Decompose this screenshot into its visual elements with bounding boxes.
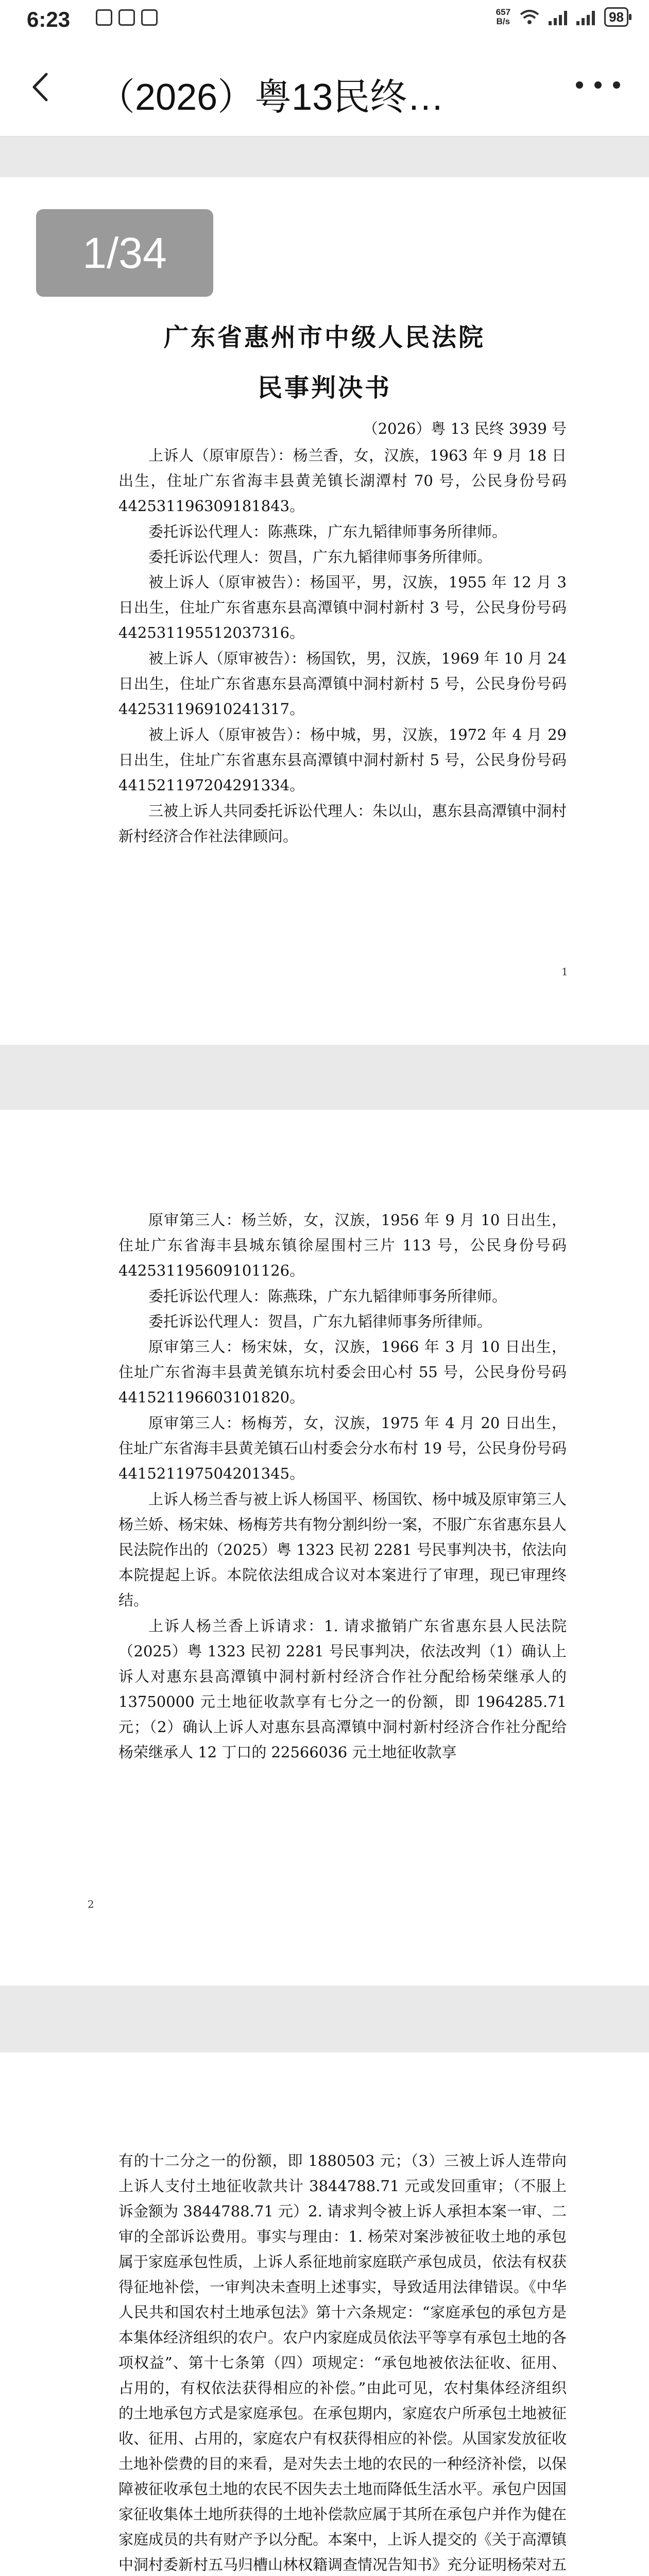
document-page-3[interactable] [0, 2053, 649, 2576]
page-number: 2 [88, 1898, 94, 1910]
party-paragraph: 委托诉讼代理人：陈燕珠，广东九韬律师事务所律师。 [148, 1287, 507, 1305]
court-name: 广东省惠州市中级人民法院 [163, 323, 485, 352]
signal-icon-2 [576, 9, 595, 25]
party-paragraph: 被上诉人（原审被告）：杨中城，男，汉族，1972 年 4 月 29 日出生，住址广东省惠东县高潭镇中洞村新村 5 号，公民身份号码 441521197204291334。 [118, 726, 567, 794]
party-paragraph: 被上诉人（原审被告）：杨国平，男，汉族，1955 年 12 月 3 日出生，住址广东省惠东县高潭镇中洞村新村 3 号，公民身份号码 442531195512037316。 [118, 573, 567, 641]
chevron-left-icon [24, 69, 60, 105]
body-paragraph: 上诉人杨兰香与被上诉人杨国平、杨国钦、杨中城及原审第三人杨兰娇、杨宋妹、杨梅芳共有物分割纠纷一案，不服广东省惠东县人民法院作出的（2025）粤 1323 民初 2281 号民事判决书，依法向本院提起上诉。本院依法组成合议对本案进行了审理，现已审理终结。 [118, 1490, 567, 1609]
more-dot-icon [594, 81, 602, 89]
case-number: （2026）粤 13 民终 3939 号 [363, 420, 567, 437]
page-number: 1 [561, 965, 568, 978]
page-indicator: 1/34 [36, 209, 213, 297]
party-paragraph: 委托诉讼代理人：贺昌，广东九韬律师事务所律师。 [148, 1313, 492, 1330]
party-paragraph: 原审第三人：杨兰娇，女，汉族，1956 年 9 月 10 日出生，住址广东省海丰县城东镇徐屋围村三片 113 号，公民身份号码 442531195609101126。 [118, 1211, 567, 1279]
signal-icon [549, 9, 567, 25]
party-paragraph: 上诉人（原审原告）：杨兰香，女，汉族，1963 年 9 月 18 日出生，住址广东省海丰县黄羌镇长湖潭村 70 号，公民身份号码 442531196309181843。 [118, 447, 567, 515]
document-page-2[interactable] [0, 1110, 649, 1986]
status-right [496, 7, 628, 27]
notification-icons [96, 9, 158, 26]
party-paragraph: 委托诉讼代理人：贺昌，广东九韬律师事务所律师。 [148, 548, 492, 566]
nav-bar [0, 37, 649, 137]
notification-icon [118, 9, 135, 26]
status-bar [0, 0, 649, 37]
status-time: 6:23 [27, 7, 71, 31]
network-speed-unit: B/s [496, 16, 510, 26]
body-paragraph: 有的十二分之一的份额，即 1880503 元；（3）三被上诉人连带向上诉人支付土地征收款共计 3844788.71 元或发回重审；（不服上诉金额为 3844788.71 元）2. 请求判令被上诉人承担本案一审、二审的全部诉讼费用。事实与理由：1. 杨荣对案涉被征收土地的承包属于家庭承包性质，上诉人系征地前家庭联产承包成员，依法有权获得征地补偿，一审判决未查明上述事实，导致适用法律错误。《中华人民共和国农村土地承包法》第十六条规定：“家庭承包的承包方是本集体经济组织的农户。农户内家庭成员依法平等享有承包土地的各项权益”、第十七条第（四）项规定：“承包地被依法征收、征用、占用的，有权依法获得相应的补偿。”由此可见，农村集体经济组织的土地承包方式是家庭承包。在承包期内，家庭农户所承包土地被征收、征用、占用的，家庭农户有权获得相应的补偿。从国家发放征收土地补偿费的目的来看，是对失去土地的农民的一种经济补偿，以保障被征收承包土地的农民不因失去土地而降低生活水平。承包户因国家征收集体土地所获得的土地补偿款应属于其所在承包户并作为健在家庭成员的共有财产予以分配。本案中，上诉人提交的《关于高潭镇中洞村委新村五马归槽山林权籍调查情况告知书》充分证明杨荣对五 [118, 2152, 567, 2573]
wifi-icon [520, 9, 539, 25]
document-title: （2026）粤13民终… [98, 77, 445, 118]
party-paragraph: 委托诉讼代理人：陈燕珠，广东九韬律师事务所律师。 [148, 523, 507, 540]
more-dot-icon [576, 81, 583, 89]
more-options-button[interactable] [576, 81, 620, 89]
network-speed-value: 657 [496, 7, 511, 17]
notification-icon [141, 9, 158, 26]
more-dot-icon [613, 81, 620, 89]
body-paragraph: 上诉人杨兰香上诉请求：1. 请求撤销广东省惠东县人民法院（2025）粤 1323 民初 2281 号民事判决，依法改判（1）确认上诉人对惠东县高潭镇中洞村新村经济合作社分配给杨荣继承人的 13750000 元土地征收款享有七分之一的份额，即 1964285.71 元；（2）确认上诉人对惠东县高潭镇中洞村新村经济合作社分配给杨荣继承人 12 丁口的 22566036 元土地征收款享 [118, 1617, 567, 1761]
battery-icon: 98 [604, 7, 628, 27]
party-paragraph: 被上诉人（原审被告）：杨国钦，男，汉族，1969 年 10 月 24 日出生，住址广东省惠东县高潭镇中洞村新村 5 号，公民身份号码 442531196910241317。 [118, 650, 567, 718]
back-button[interactable] [24, 69, 60, 105]
notification-icon [96, 9, 112, 26]
document-page-1[interactable] [0, 177, 649, 1045]
document-type: 民事判决书 [257, 374, 391, 402]
party-paragraph: 原审第三人：杨宋妹，女，汉族，1966 年 3 月 10 日出生，住址广东省海丰县黄羌镇东坑村委会田心村 55 号，公民身份号码 441521196603101820。 [118, 1338, 567, 1406]
party-paragraph: 三被上诉人共同委托诉讼代理人：朱以山，惠东县高潭镇中洞村新村经济合作社法律顾问。 [118, 802, 567, 845]
network-speed [496, 8, 510, 26]
party-paragraph: 原审第三人：杨梅芳，女，汉族，1975 年 4 月 20 日出生，住址广东省海丰县黄羌镇石山村委会分水布村 19 号，公民身份号码 441521197504201345。 [118, 1414, 567, 1482]
